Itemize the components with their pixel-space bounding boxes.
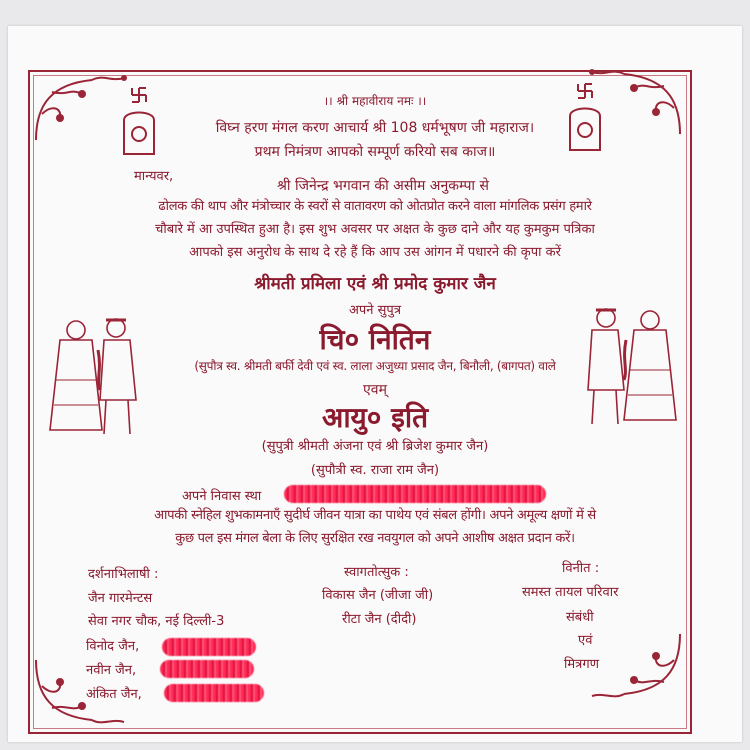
para-line-3: चौबारे में आ उपस्थित हुआ है। इस शुभ अवसर पर अक्षत के कुछ दाने और यह कुमकुम पत्रिका <box>155 222 595 237</box>
groom-name: चि० नितिन <box>319 323 431 356</box>
vinit-line-3: एवं <box>578 633 593 648</box>
darshan-address: सेवा नगर चौक, नई दिल्ली-3 <box>88 614 225 629</box>
darshan-name-2: नवीन जैन, <box>86 663 137 678</box>
para-line-4: आपको इस अनुरोध के साथ दे रहे हैं कि आप उस आंगन में पधारने की कृपा करें <box>189 245 561 260</box>
salutation: मान्यवर, <box>134 169 174 184</box>
vinit-heading: विनीत : <box>562 561 600 576</box>
swagat-line-1: विकास जैन (जीजा जी) <box>322 588 434 603</box>
redacted-phone-1 <box>162 638 256 656</box>
redacted-phone-3 <box>164 684 264 702</box>
para-line-2: ढोलक की थाप और मंत्रोच्चार के स्वरों से वातावरण को ओतप्रोत करने वाला मांगलिक प्रसंग हमारे <box>158 199 592 214</box>
mantra-line: ।। श्री महावीराय नमः ।। <box>323 94 427 108</box>
hosts-name: श्रीमती प्रमिला एवं श्री प्रमोद कुमार जैन <box>254 274 496 294</box>
vinit-line-4: मित्रगण <box>564 657 600 672</box>
invocation-line-1: विघ्न हरण मंगल करण आचार्य श्री 108 धर्मभूषण जी महाराज। <box>215 120 535 136</box>
groom-lineage: (सुपौत्र स्व. श्रीमती बर्फी देवी एवं स्व. लाला अजुध्या प्रसाद जैन, बिनौली, (बागपत) वाले <box>194 359 556 373</box>
swagat-heading: स्वागतोत्सुक : <box>344 565 409 580</box>
bride-parents: (सुपुत्री श्रीमती अंजना एवं श्री ब्रिजेश कुमार जैन) <box>261 439 489 454</box>
venue-prefix: अपने निवास स्था <box>182 489 262 504</box>
vinit-line-1: समस्त तायल परिवार <box>522 585 619 600</box>
vinit-line-2: संबंधी <box>566 610 594 625</box>
darshan-name-3: अंकित जैन, <box>86 687 142 702</box>
swagat-line-2: रीटा जैन (दीदी) <box>342 612 417 627</box>
bride-name: आयु० इति <box>321 401 429 434</box>
darshan-company: जैन गारमेन्टस <box>88 591 153 606</box>
and-conjunction: एवम् <box>363 382 387 398</box>
son-label: अपने सुपुत्र <box>348 303 401 318</box>
darshan-heading: दर्शनाभिलाषी : <box>88 567 159 582</box>
para-line-1: श्री जिनेन्द्र भगवान की असीम अनुकम्पा से <box>277 178 489 194</box>
invocation-line-2: प्रथम निमंत्रण आपको सम्पूर्ण करियो सब काज॥ <box>254 144 496 160</box>
redacted-venue-address <box>284 485 546 503</box>
swastika-hand-emblem-icon <box>564 80 606 152</box>
blessing-line-1: आपकी स्नेहिल शुभकामनाएँ सुदीर्घ जीवन यात्रा का पाथेय एवं संबल होंगी। अपने अमूल्य क्षणों में से <box>154 508 596 523</box>
redacted-phone-2 <box>160 660 254 678</box>
bride-grandparent: (सुपौत्री स्व. राजा राम जैन) <box>310 463 440 478</box>
darshan-name-1: विनोद जैन, <box>86 639 140 654</box>
blessing-line-2: कुछ पल इस मंगल बेला के लिए सुरक्षित रख नवयुगल को अपने आशीष अक्षत प्रदान करें। <box>175 531 575 546</box>
